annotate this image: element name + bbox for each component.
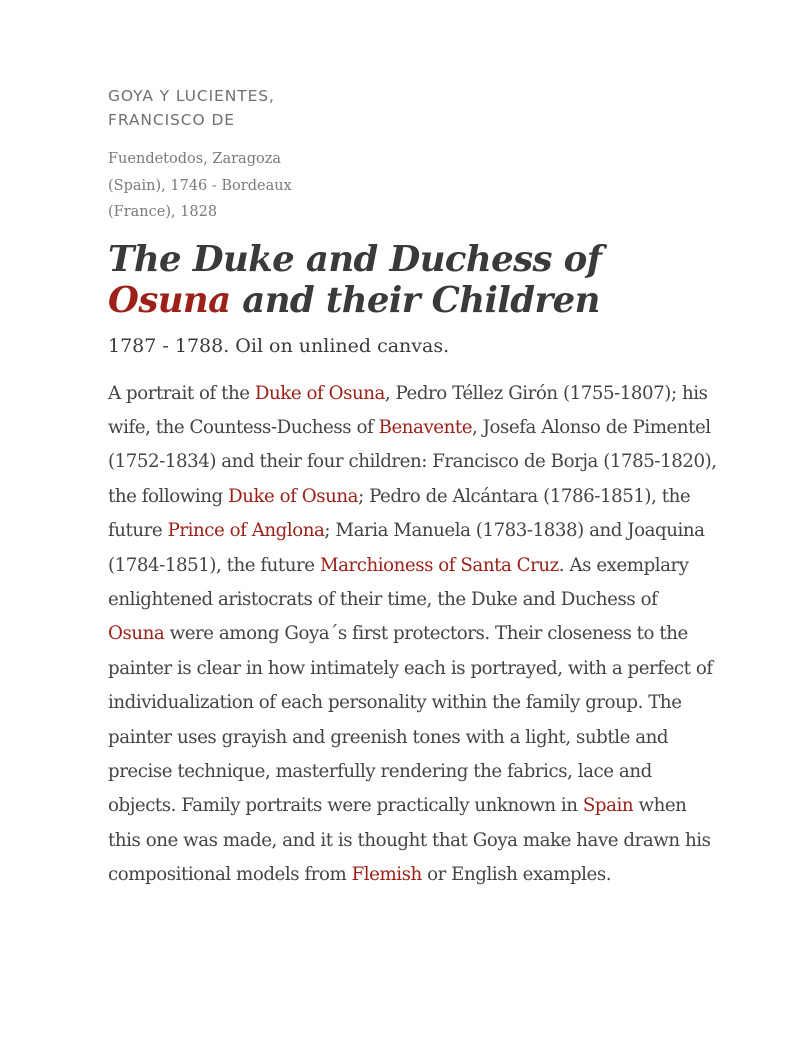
link-spain[interactable]: Spain (582, 795, 634, 817)
artist-origin: Fuendetodos, Zaragoza (Spain), 1746 - Bordeaux (France), 1828 (108, 151, 292, 220)
link-flemish[interactable]: Flemish (351, 864, 422, 886)
title-link-osuna[interactable]: Osuna (108, 279, 231, 321)
artist-name-line2: FRANCISCO DE (108, 111, 235, 129)
artist-name-line1: GOYA Y LUCIENTES, (108, 87, 275, 105)
desc-text-5: ; Maria Manuela (1783-1838) and Joaquina (1784-1851), the future (108, 520, 705, 576)
desc-text-9: or English examples. (421, 864, 612, 886)
desc-text-3: , Josefa Alonso de Pimentel (1752-1834) and their four children: Francisco de Borja (1785-1820), the following (108, 416, 717, 507)
link-duke-of-osuna[interactable]: Duke of Osuna (254, 382, 385, 404)
link-prince-of-anglona[interactable]: Prince of Anglona (167, 520, 325, 542)
desc-text-2: , Pedro Téllez Girón (1755-1807); his wife, the Countess-Duchess of (108, 382, 708, 438)
artwork-meta: 1787 - 1788. Oil on unlined canvas. (108, 334, 450, 357)
artist-name (108, 84, 718, 132)
desc-text-1: A portrait of the (108, 382, 255, 404)
desc-text-7: were among Goya´s first protectors. Their closeness to the painter is clear in how intimately each is portrayed, with a perfect of individualization of each personality within the family group. The painter uses grayish and greenish tones with a light, subtle and precise technique, masterfully rendering the fabrics, lace and objects. Family portraits were practically unknown in (108, 623, 713, 817)
artwork-detail (108, 84, 718, 893)
link-benavente[interactable]: Benavente (378, 416, 473, 438)
artwork-title (108, 239, 718, 321)
title-text-1: The Duke and Duchess of (108, 238, 602, 280)
desc-text-4: ; Pedro de Alcántara (1786-1851), the future (108, 485, 691, 542)
link-osuna[interactable]: Osuna (108, 623, 165, 645)
desc-text-6: . As exemplary enlightened aristocrats of their time, the Duke and Duchess of (108, 554, 689, 610)
title-text-2: and their Children (230, 279, 600, 321)
artwork-description (108, 377, 718, 893)
link-marchioness-of-santa-cruz[interactable]: Marchioness of Santa Cruz (319, 554, 559, 576)
desc-text-8: when this one was made, and it is thought that Goya make have drawn his compositional models from (108, 795, 711, 886)
link-duke-of-osuna-2[interactable]: Duke of Osuna (228, 485, 359, 507)
